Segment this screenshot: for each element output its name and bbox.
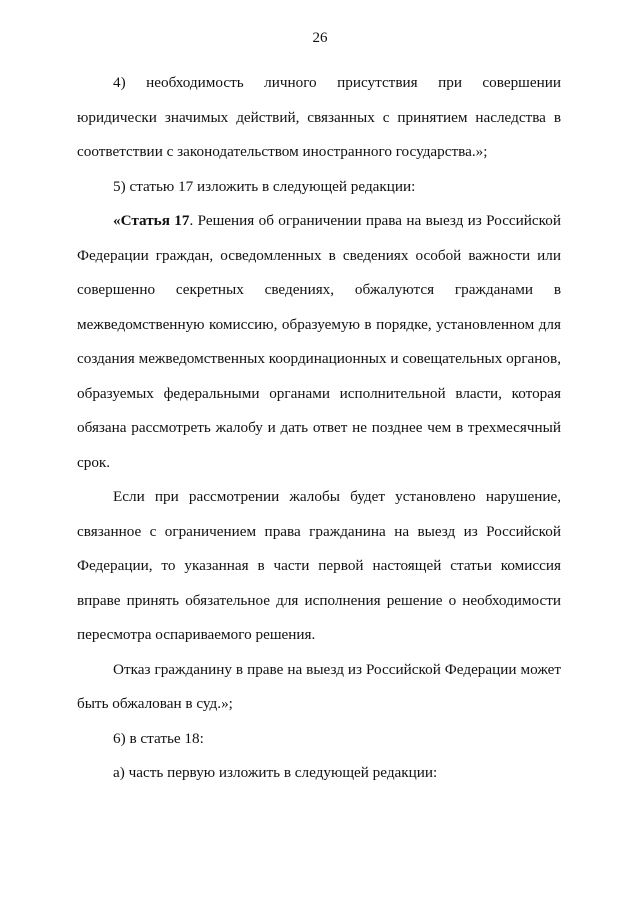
article-heading: «Статья 17 [113, 212, 190, 229]
paragraph-text: 4) необходимость личного присутствия при совершении юридически значимых действий, связанных с принятием наследства в соответствии с законодательством иностранного государства.»; [77, 74, 561, 160]
paragraph-text: а) часть первую изложить в следующей редакции: [113, 764, 438, 781]
paragraph-article-17 [77, 204, 561, 480]
paragraph-item-a [77, 756, 561, 791]
page-number: 26 [312, 30, 328, 46]
paragraph-text: . Решения об ограничении права на выезд из Российской Федерации граждан, осведомленных в сведениях особой важности или совершенно секретных сведениях, обжалуются гражданами в межведомственную комиссию, образуемую в порядке, установленном для создания межведомственных координационных и совещательных органов, образуемых федеральными органами исполнительной власти, которая обязана рассмотреть жалобу и дать ответ не позднее чем в трехмесячный срок. [77, 212, 562, 471]
paragraph-item-6 [77, 722, 561, 757]
paragraph-text: Если при рассмотрении жалобы будет установлено нарушение, связанное с ограничением права гражданина на выезд из Российской Федерации, то указанная в части первой настоящей статьи комиссия вправе принять обязательное для исполнения решение о необходимости пересмотра оспариваемого решения. [77, 488, 561, 643]
paragraph-text: Отказ гражданину в праве на выезд из Российской Федерации может быть обжалован в суд.»; [77, 660, 561, 712]
paragraph-violation [77, 480, 561, 653]
paragraph-text: 5) статью 17 изложить в следующей редакции: [113, 177, 416, 195]
document-body [77, 66, 561, 791]
paragraph-text: 6) в статье 18: [113, 729, 204, 747]
paragraph-item-4 [77, 66, 561, 170]
paragraph-refusal [77, 653, 561, 722]
paragraph-item-5 [77, 170, 561, 205]
